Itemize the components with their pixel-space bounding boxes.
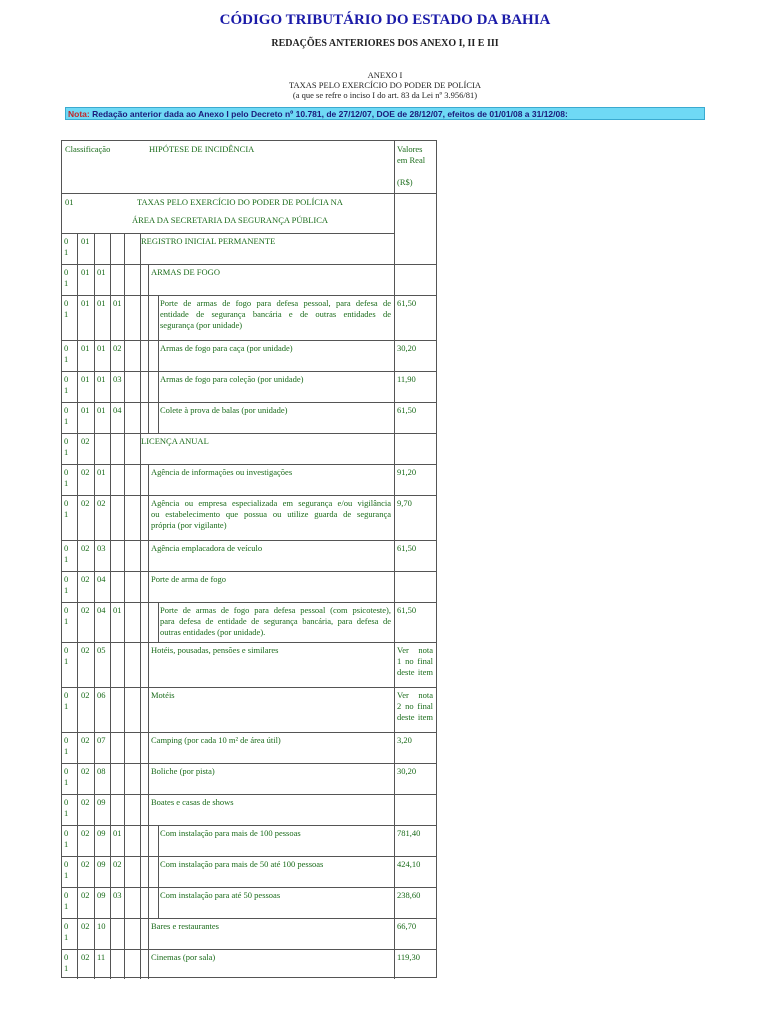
code-level1: 0 [64, 374, 69, 384]
row-value: 30,20 [397, 343, 417, 353]
code-level1-cont: 1 [64, 447, 69, 457]
code-level3: 10 [97, 921, 106, 931]
code-level2: 02 [81, 605, 90, 615]
code-level1: 0 [64, 890, 69, 900]
code-level2: 02 [81, 543, 90, 553]
code-level1-cont: 1 [64, 616, 69, 626]
code-level2: 02 [81, 498, 90, 508]
header-em-real: em Real [397, 155, 426, 165]
row-description: Com instalação para mais de 100 pessoas [160, 828, 301, 838]
row-description: Motéis [151, 690, 175, 700]
code-level1-cont: 1 [64, 478, 69, 488]
code-level2: 02 [81, 828, 90, 838]
code-level4: 01 [113, 828, 122, 838]
code-level2: 02 [81, 766, 90, 776]
code-level3: 05 [97, 645, 106, 655]
code-level3: 11 [97, 952, 106, 962]
code-level3: 04 [97, 605, 106, 615]
code-level2: 02 [81, 645, 90, 655]
row-description: entidade de segurança bancária e de outras entidades de [160, 309, 391, 319]
code-level1: 0 [64, 645, 69, 655]
code-level3: 09 [97, 859, 106, 869]
code-level1: 0 [64, 828, 69, 838]
row-description: Boates e casas de shows [151, 797, 234, 807]
code-level1: 0 [64, 467, 69, 477]
code-level2: 01 [81, 298, 90, 308]
code-level3: 09 [97, 797, 106, 807]
row-description: Agência de informações ou investigações [151, 467, 293, 477]
code-level3: 01 [97, 267, 106, 277]
code-level1-cont: 1 [64, 509, 69, 519]
row-value: 61,50 [397, 605, 417, 615]
code-level1: 0 [64, 690, 69, 700]
group-title: TAXAS PELO EXERCÍCIO DO PODER DE POLÍCIA NA [137, 197, 343, 207]
row-description: Bares e restaurantes [151, 921, 219, 931]
code-level2: 02 [81, 859, 90, 869]
row-value: 61,50 [397, 405, 417, 415]
row-description: Boliche (por pista) [151, 766, 215, 776]
code-level3: 02 [97, 498, 106, 508]
code-level2: 02 [81, 921, 90, 931]
code-level2: 01 [81, 374, 90, 384]
document-subtitle: REDAÇÕES ANTERIORES DOS ANEXO I, II E III [271, 38, 499, 49]
header-hipotese: HIPÓTESE DE INCIDÊNCIA [149, 144, 255, 154]
row-value: Ver nota [397, 690, 433, 700]
code-level3: 01 [97, 343, 106, 353]
row-description: própria (por vigilante) [151, 520, 227, 530]
row-value: deste item [397, 667, 433, 677]
code-level1: 0 [64, 735, 69, 745]
header-classificacao: Classificação [65, 144, 111, 154]
code-level1: 0 [64, 436, 69, 446]
row-description: Agência emplacadora de veículo [151, 543, 263, 553]
row-value: 9,70 [397, 498, 412, 508]
code-level1-cont: 1 [64, 354, 69, 364]
document-title: CÓDIGO TRIBUTÁRIO DO ESTADO DA BAHIA [219, 12, 551, 28]
code-level1: 0 [64, 298, 69, 308]
code-level3: 01 [97, 374, 106, 384]
code-level2: 01 [81, 267, 90, 277]
code-level3: 08 [97, 766, 106, 776]
code-level1-cont: 1 [64, 870, 69, 880]
row-description: Cinemas (por sala) [151, 952, 216, 962]
code-level4: 01 [113, 605, 122, 615]
row-description: Porte de armas de fogo para defesa pessoal, para defesa de [160, 298, 391, 308]
code-level2: 02 [81, 735, 90, 745]
row-description: REGISTRO INICIAL PERMANENTE [141, 236, 276, 246]
code-level4: 03 [113, 374, 122, 384]
row-description: para defesa de entidade de segurança bancária, para defesa de [160, 616, 391, 626]
code-level1-cont: 1 [64, 385, 69, 395]
row-value: Ver nota [397, 645, 433, 655]
row-description: Armas de fogo para caça (por unidade) [160, 343, 293, 353]
row-description: segurança (por unidade) [160, 320, 243, 330]
code-level3: 01 [97, 467, 106, 477]
code-level2: 01 [81, 236, 90, 246]
code-level2: 02 [81, 797, 90, 807]
code-level1-cont: 1 [64, 901, 69, 911]
code-level1-cont: 1 [64, 309, 69, 319]
code-level3: 04 [97, 574, 106, 584]
code-level4: 03 [113, 890, 122, 900]
code-level1-cont: 1 [64, 932, 69, 942]
header-currency: (R$) [397, 177, 413, 187]
annex-title: TAXAS PELO EXERCÍCIO DO PODER DE POLÍCIA [289, 80, 481, 90]
row-description: Colete à prova de balas (por unidade) [160, 405, 288, 415]
code-level2: 02 [81, 436, 90, 446]
code-level1: 0 [64, 267, 69, 277]
note-text: Redação anterior dada ao Anexo I pelo Decreto nº 10.781, de 27/12/07, DOE de 28/12/07, efeitos de 01/01/08 a 31/12/08: [89, 109, 568, 119]
code-level1: 0 [64, 921, 69, 931]
code-level1-cont: 1 [64, 585, 69, 595]
row-description: LICENÇA ANUAL [141, 436, 209, 446]
row-value: 424,10 [397, 859, 421, 869]
code-level3: 09 [97, 828, 106, 838]
code-level3: 09 [97, 890, 106, 900]
code-level1: 0 [64, 543, 69, 553]
code-level3: 01 [97, 298, 106, 308]
code-level3: 03 [97, 543, 106, 553]
code-level1-cont: 1 [64, 808, 69, 818]
code-level1: 0 [64, 343, 69, 353]
code-level1: 0 [64, 797, 69, 807]
row-description: outras entidades (por unidade). [160, 627, 266, 637]
row-value: 1 no final [397, 656, 433, 666]
row-description: Com instalação para até 50 pessoas [160, 890, 281, 900]
row-value: 30,20 [397, 766, 417, 776]
row-value: 781,40 [397, 828, 421, 838]
code-level2: 01 [81, 405, 90, 415]
code-level4: 02 [113, 859, 122, 869]
row-description: Armas de fogo para coleção (por unidade) [160, 374, 304, 384]
group-title-line2: ÁREA DA SECRETARIA DA SEGURANÇA PÚBLICA [132, 215, 329, 225]
row-description: Hotéis, pousadas, pensões e similares [151, 645, 279, 655]
code-level1-cont: 1 [64, 247, 69, 257]
code-level1: 0 [64, 498, 69, 508]
code-level2: 01 [81, 343, 90, 353]
code-level1-cont: 1 [64, 746, 69, 756]
row-description: ARMAS DE FOGO [151, 267, 220, 277]
code-level2: 02 [81, 467, 90, 477]
annex-reference: (a que se refre o inciso I do art. 83 da Lei nº 3.956/81) [292, 90, 478, 100]
code-level1-cont: 1 [64, 278, 69, 288]
code-level4: 01 [113, 298, 122, 308]
code-level1: 0 [64, 605, 69, 615]
code-level3: 06 [97, 690, 106, 700]
code-level1: 0 [64, 236, 69, 246]
code-level1: 0 [64, 574, 69, 584]
annex-label: ANEXO I [367, 70, 403, 80]
row-description: Agência ou empresa especializada em segurança e/ou vigilância [151, 498, 391, 508]
code-level4: 04 [113, 405, 122, 415]
row-value: 11,90 [397, 374, 416, 384]
note-banner [65, 107, 705, 120]
code-level4: 02 [113, 343, 122, 353]
code-level1-cont: 1 [64, 777, 69, 787]
row-value: 2 no final [397, 701, 433, 711]
row-value: 91,20 [397, 467, 417, 477]
code-level3: 07 [97, 735, 106, 745]
code-level3: 01 [97, 405, 106, 415]
row-description: Com instalação para mais de 50 até 100 pessoas [160, 859, 324, 869]
row-description: Porte de arma de fogo [151, 574, 227, 584]
code-level1-cont: 1 [64, 416, 69, 426]
row-value: 3,20 [397, 735, 412, 745]
tax-table [61, 140, 437, 978]
note-label: Nota: [68, 109, 90, 119]
row-value: 61,50 [397, 543, 417, 553]
row-value: 66,70 [397, 921, 417, 931]
code-level1-cont: 1 [64, 701, 69, 711]
row-value: 119,30 [397, 952, 421, 962]
code-level2: 02 [81, 690, 90, 700]
code-level1-cont: 1 [64, 554, 69, 564]
code-level2: 02 [81, 952, 90, 962]
row-value: 238,60 [397, 890, 421, 900]
header-valores: Valores [397, 144, 423, 154]
row-description: ou estabelecimento que possua ou utilize guarda de segurança [151, 509, 391, 519]
row-description: Camping (por cada 10 m² de área útil) [151, 735, 281, 745]
code-level1-cont: 1 [64, 839, 69, 849]
row-value: deste item [397, 712, 433, 722]
code-level1: 0 [64, 952, 69, 962]
code-level1: 0 [64, 859, 69, 869]
code-level2: 02 [81, 890, 90, 900]
code-level1: 0 [64, 405, 69, 415]
code-level1-cont: 1 [64, 656, 69, 666]
row-description: Porte de armas de fogo para defesa pessoal (com psicoteste), [160, 605, 391, 615]
code-level1: 0 [64, 766, 69, 776]
row-value: 61,50 [397, 298, 417, 308]
code-level1-cont: 1 [64, 963, 69, 973]
code-level2: 02 [81, 574, 90, 584]
group-code: 01 [65, 197, 74, 207]
